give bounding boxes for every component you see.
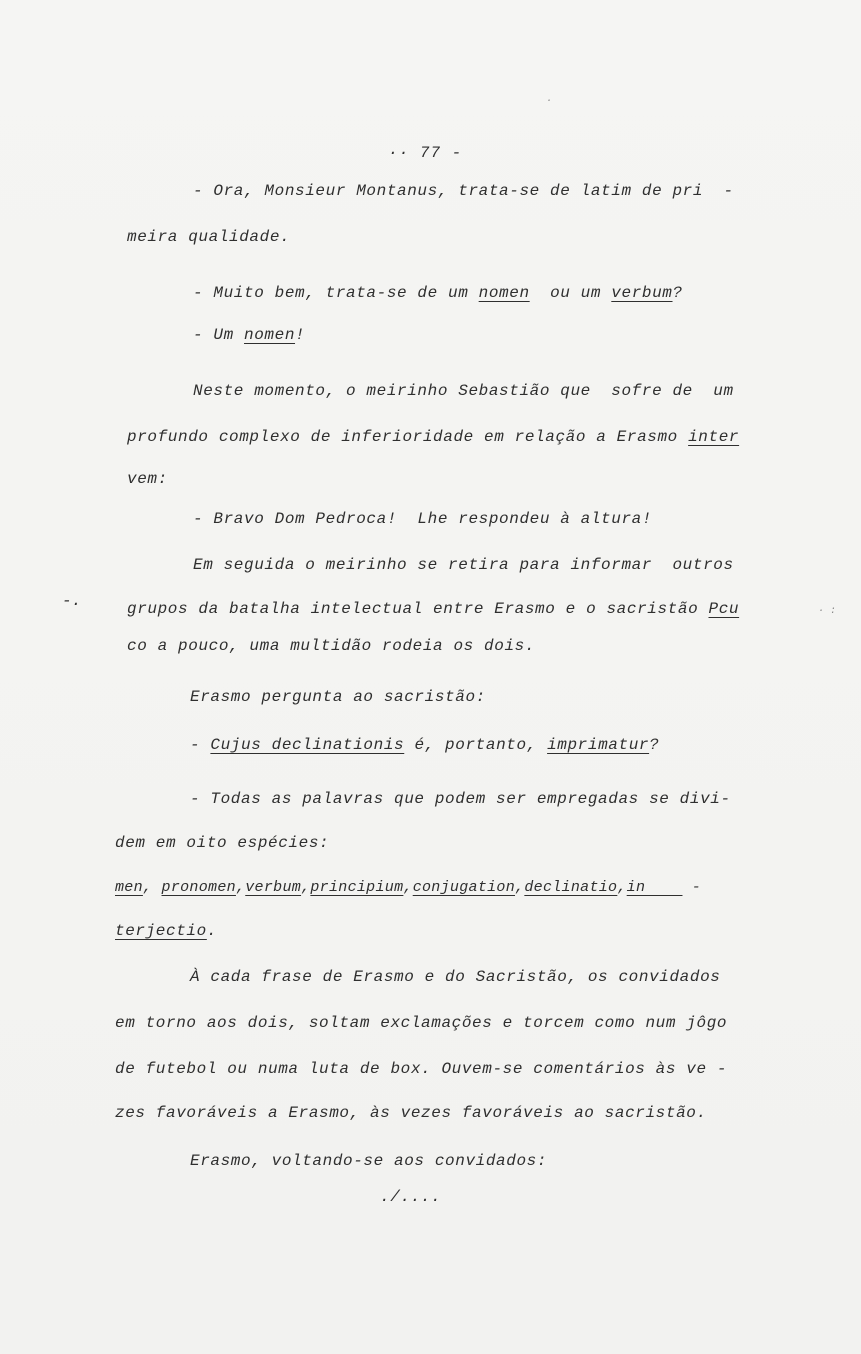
text-segment: ? <box>672 284 683 302</box>
text-segment: , <box>301 879 311 896</box>
text-line-2: meira qualidade. <box>127 228 291 246</box>
text-segment: - Muito bem, trata-se de um <box>193 284 479 302</box>
text-line-6 <box>127 427 739 447</box>
text-line-10 <box>127 599 739 619</box>
text-line-11: co a pouco, uma multidão rodeia os dois. <box>127 637 536 655</box>
text-line-20: de futebol ou numa luta de box. Ouvem-se comentários às ve - <box>115 1060 728 1078</box>
text-segment: , <box>403 879 413 896</box>
continuation-mark: ./.... <box>380 1188 442 1206</box>
text-segment: , <box>515 879 525 896</box>
text-line-5: Neste momento, o meirinho Sebastião que sofre de um <box>193 382 734 400</box>
underlined-word: nomen <box>244 326 296 344</box>
text-line-15: dem em oito espécies: <box>115 834 330 852</box>
text-segment: - <box>682 879 702 896</box>
margin-mark: -. <box>62 592 82 610</box>
underlined-word: declinatio <box>524 879 618 896</box>
text-segment: , <box>235 879 246 896</box>
paper-speck: · <box>546 96 553 107</box>
underlined-word: terjectio <box>115 922 207 940</box>
underlined-word: imprimatur <box>547 736 650 754</box>
text-line-3 <box>193 283 683 303</box>
underlined-word: inter <box>688 428 740 446</box>
text-line-22: Erasmo, voltando-se aos convidados: <box>190 1152 548 1170</box>
text-line-17 <box>115 921 217 941</box>
underlined-word: conjugation <box>412 879 516 896</box>
text-segment: profundo complexo de inferioridade em relação a Erasmo <box>127 428 689 446</box>
text-segment: ! <box>295 326 306 344</box>
text-line-19: em torno aos dois, soltam exclamações e torcem como num jôgo <box>115 1014 728 1032</box>
text-line-1: - Ora, Monsieur Montanus, trata-se de latim de pri - <box>193 182 734 200</box>
text-line-8: - Bravo Dom Pedroca! Lhe respondeu à altura! <box>193 510 653 528</box>
underlined-word: men <box>115 879 143 896</box>
underlined-word: principium <box>310 879 404 896</box>
text-segment: ? <box>649 736 660 754</box>
text-line-18: À cada frase de Erasmo e do Sacristão, os convidados <box>190 968 721 986</box>
text-segment: , <box>142 879 162 896</box>
text-segment: , <box>617 879 627 896</box>
text-segment: - <box>190 736 211 754</box>
text-line-21: zes favoráveis a Erasmo, às vezes favoráveis ao sacristão. <box>115 1104 707 1122</box>
text-line-12: Erasmo pergunta ao sacristão: <box>190 688 486 706</box>
underlined-word: in <box>626 879 683 896</box>
text-segment: grupos da batalha intelectual entre Erasmo e o sacristão <box>127 600 709 618</box>
paper-speck: · : <box>818 606 837 617</box>
text-line-4 <box>193 325 305 345</box>
text-line-13 <box>190 735 659 755</box>
page-number: ·· 77 - <box>388 144 463 162</box>
underlined-word: Pcu <box>708 600 740 618</box>
text-line-16 <box>115 878 701 898</box>
text-line-7: vem: <box>127 470 168 488</box>
underlined-word: nomen <box>478 284 530 302</box>
underlined-word: Cujus declinationis <box>210 736 405 754</box>
underlined-word: pronomen <box>161 879 236 896</box>
text-segment: é, portanto, <box>404 736 548 754</box>
underlined-word: verbum <box>611 284 673 302</box>
text-line-14: - Todas as palavras que podem ser empregadas se divi- <box>190 790 731 808</box>
text-line-9: Em seguida o meirinho se retira para informar outros <box>193 556 734 574</box>
underlined-word: verbum <box>245 879 302 896</box>
text-segment: . <box>206 922 218 940</box>
text-segment: ou um <box>529 284 612 302</box>
text-segment: - Um <box>193 326 245 344</box>
